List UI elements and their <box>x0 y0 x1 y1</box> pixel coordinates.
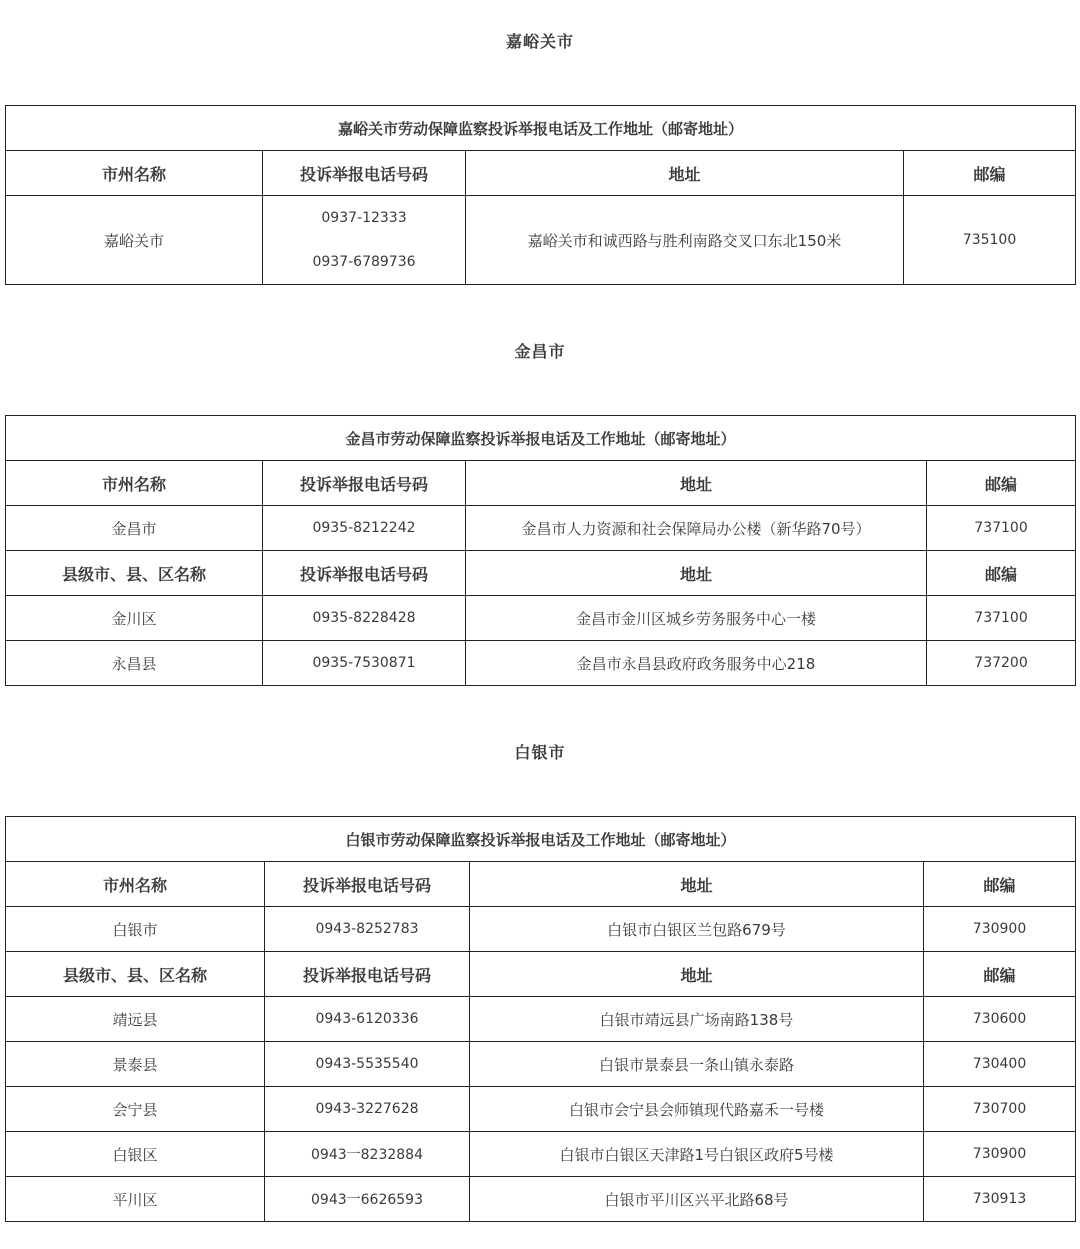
cell-address: 金昌市人力资源和社会保障局办公楼（新华路70号） <box>466 506 927 551</box>
cell-phone: 0943一8232884 <box>265 1132 470 1177</box>
cell-name: 会宁县 <box>6 1087 265 1132</box>
header-address: 地址 <box>466 151 904 196</box>
cell-phone: 0943一6626593 <box>265 1177 470 1222</box>
table-caption: 金昌市劳动保障监察投诉举报电话及工作地址（邮寄地址） <box>6 416 1076 461</box>
header-city-name: 市州名称 <box>6 862 265 907</box>
subheader-postcode: 邮编 <box>924 952 1076 997</box>
header-phone: 投诉举报电话号码 <box>263 461 466 506</box>
cell-name: 金川区 <box>6 596 263 641</box>
cell-name: 金昌市 <box>6 506 263 551</box>
table-row <box>6 641 1076 686</box>
cell-phone: 0943-3227628 <box>265 1087 470 1132</box>
cell-name: 永昌县 <box>6 641 263 686</box>
subheader-county-name: 县级市、县、区名称 <box>6 952 265 997</box>
cell-phones <box>263 196 466 285</box>
table-row <box>6 1042 1076 1087</box>
cell-postcode: 730900 <box>924 1132 1076 1177</box>
cell-postcode: 730700 <box>924 1087 1076 1132</box>
phone-number: 0937-6789736 <box>312 254 416 270</box>
subheader-county-name: 县级市、县、区名称 <box>6 551 263 596</box>
cell-postcode: 737200 <box>927 641 1076 686</box>
table-baiyin <box>5 816 1076 1222</box>
cell-phone: 0943-6120336 <box>265 997 470 1042</box>
cell-address: 金昌市永昌县政府政务服务中心218 <box>466 641 927 686</box>
table-row <box>6 196 1076 285</box>
cell-name: 靖远县 <box>6 997 265 1042</box>
header-postcode: 邮编 <box>927 461 1076 506</box>
table-row <box>6 907 1076 952</box>
header-postcode: 邮编 <box>924 862 1076 907</box>
table-row <box>6 997 1076 1042</box>
table-jinchang <box>5 415 1076 686</box>
cell-address: 白银市景泰县一条山镇永泰路 <box>470 1042 924 1087</box>
cell-name: 平川区 <box>6 1177 265 1222</box>
section-title-baiyin: 白银市 <box>514 743 566 762</box>
section-title-jinchang: 金昌市 <box>514 342 566 361</box>
table-row <box>6 1132 1076 1177</box>
cell-name: 景泰县 <box>6 1042 265 1087</box>
header-address: 地址 <box>470 862 924 907</box>
subheader-address: 地址 <box>470 952 924 997</box>
cell-address: 金昌市金川区城乡劳务服务中心一楼 <box>466 596 927 641</box>
subheader-address: 地址 <box>466 551 927 596</box>
cell-phone: 0935-8228428 <box>263 596 466 641</box>
header-phone: 投诉举报电话号码 <box>265 862 470 907</box>
cell-address: 白银市会宁县会师镇现代路嘉禾一号楼 <box>470 1087 924 1132</box>
subheader-phone: 投诉举报电话号码 <box>265 952 470 997</box>
header-postcode: 邮编 <box>904 151 1076 196</box>
cell-postcode: 730600 <box>924 997 1076 1042</box>
cell-address: 白银市平川区兴平北路68号 <box>470 1177 924 1222</box>
table-jiayuguan <box>5 105 1076 285</box>
cell-address: 嘉峪关市和诚西路与胜利南路交叉口东北150米 <box>466 196 904 285</box>
cell-address: 白银市白银区兰包路679号 <box>470 907 924 952</box>
subheader-phone: 投诉举报电话号码 <box>263 551 466 596</box>
cell-postcode: 737100 <box>927 506 1076 551</box>
header-phone: 投诉举报电话号码 <box>263 151 466 196</box>
cell-phone: 0943-5535540 <box>265 1042 470 1087</box>
cell-name: 白银市 <box>6 907 265 952</box>
subheader-postcode: 邮编 <box>927 551 1076 596</box>
table-caption: 嘉峪关市劳动保障监察投诉举报电话及工作地址（邮寄地址） <box>6 106 1076 151</box>
cell-name: 嘉峪关市 <box>6 196 263 285</box>
cell-phone: 0935-8212242 <box>263 506 466 551</box>
cell-address: 白银市白银区天津路1号白银区政府5号楼 <box>470 1132 924 1177</box>
table-row <box>6 1177 1076 1222</box>
header-city-name: 市州名称 <box>6 151 263 196</box>
cell-name: 白银区 <box>6 1132 265 1177</box>
cell-postcode: 737100 <box>927 596 1076 641</box>
cell-phone: 0943-8252783 <box>265 907 470 952</box>
phone-number: 0937-12333 <box>321 210 407 226</box>
cell-postcode: 730913 <box>924 1177 1076 1222</box>
cell-postcode: 730400 <box>924 1042 1076 1087</box>
cell-postcode: 730900 <box>924 907 1076 952</box>
section-title-jiayuguan: 嘉峪关市 <box>505 32 574 51</box>
table-row <box>6 596 1076 641</box>
table-caption: 白银市劳动保障监察投诉举报电话及工作地址（邮寄地址） <box>6 817 1076 862</box>
table-row <box>6 1087 1076 1132</box>
header-city-name: 市州名称 <box>6 461 263 506</box>
table-row <box>6 506 1076 551</box>
header-address: 地址 <box>466 461 927 506</box>
cell-postcode: 735100 <box>904 196 1076 285</box>
cell-address: 白银市靖远县广场南路138号 <box>470 997 924 1042</box>
cell-phone: 0935-7530871 <box>263 641 466 686</box>
